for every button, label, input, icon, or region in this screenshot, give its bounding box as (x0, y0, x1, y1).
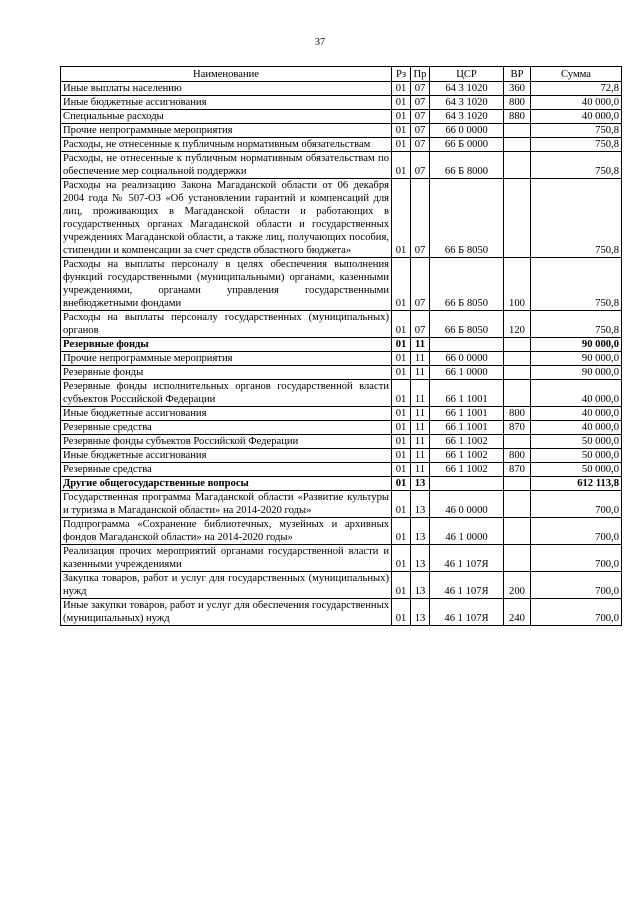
row-name: Резервные фонды исполнительных органов государственной власти субъектов Российской Федерации (61, 380, 392, 407)
row-sum: 750,8 (531, 179, 622, 258)
row-sum: 40 000,0 (531, 421, 622, 435)
row-rz: 01 (392, 572, 411, 599)
row-pr: 07 (411, 124, 430, 138)
header-csr: ЦСР (430, 67, 504, 82)
row-pr: 07 (411, 152, 430, 179)
row-pr: 11 (411, 366, 430, 380)
row-csr: 66 Б 8050 (430, 258, 504, 311)
row-pr: 11 (411, 338, 430, 352)
budget-table (60, 66, 622, 626)
row-rz: 01 (392, 545, 411, 572)
row-sum: 50 000,0 (531, 435, 622, 449)
row-csr: 46 0 0000 (430, 491, 504, 518)
row-sum: 72,8 (531, 82, 622, 96)
table-row (61, 82, 622, 96)
row-pr: 11 (411, 352, 430, 366)
row-name: Другие общегосударственные вопросы (61, 477, 392, 491)
row-rz: 01 (392, 380, 411, 407)
row-csr: 64 3 1020 (430, 110, 504, 124)
row-rz: 01 (392, 449, 411, 463)
table-row (61, 352, 622, 366)
row-vr (504, 366, 531, 380)
row-csr: 64 3 1020 (430, 96, 504, 110)
table-row (61, 545, 622, 572)
row-pr: 07 (411, 258, 430, 311)
row-csr (430, 477, 504, 491)
row-vr: 870 (504, 463, 531, 477)
row-pr: 13 (411, 491, 430, 518)
row-name: Расходы, не отнесенные к публичным нормативным обязательствам по обеспечение мер социальной поддержки (61, 152, 392, 179)
row-csr: 46 1 0000 (430, 518, 504, 545)
row-sum: 700,0 (531, 545, 622, 572)
row-vr: 240 (504, 599, 531, 626)
row-csr: 66 1 0000 (430, 366, 504, 380)
row-sum: 40 000,0 (531, 110, 622, 124)
row-csr: 66 1 1001 (430, 421, 504, 435)
row-rz: 01 (392, 110, 411, 124)
row-csr: 46 1 107Я (430, 545, 504, 572)
row-vr (504, 518, 531, 545)
header-rz: Рз (392, 67, 411, 82)
row-vr (504, 491, 531, 518)
row-sum: 700,0 (531, 491, 622, 518)
row-csr: 66 1 1002 (430, 463, 504, 477)
row-name: Резервные средства (61, 463, 392, 477)
header-vr: ВР (504, 67, 531, 82)
table-header (61, 67, 622, 82)
row-csr: 66 Б 8050 (430, 311, 504, 338)
row-vr: 800 (504, 449, 531, 463)
row-vr: 200 (504, 572, 531, 599)
row-vr (504, 138, 531, 152)
row-sum: 90 000,0 (531, 352, 622, 366)
table-row (61, 311, 622, 338)
row-rz: 01 (392, 491, 411, 518)
row-rz: 01 (392, 124, 411, 138)
row-vr: 870 (504, 421, 531, 435)
row-name: Прочие непрограммные мероприятия (61, 124, 392, 138)
row-vr (504, 152, 531, 179)
row-rz: 01 (392, 366, 411, 380)
table-row (61, 258, 622, 311)
table-row (61, 96, 622, 110)
header-name: Наименование (61, 67, 392, 82)
row-sum: 50 000,0 (531, 449, 622, 463)
row-sum: 612 113,8 (531, 477, 622, 491)
table-row (61, 491, 622, 518)
row-csr: 64 3 1020 (430, 82, 504, 96)
row-sum: 750,8 (531, 311, 622, 338)
row-rz: 01 (392, 463, 411, 477)
row-rz: 01 (392, 407, 411, 421)
row-rz: 01 (392, 421, 411, 435)
row-vr: 800 (504, 96, 531, 110)
row-sum: 750,8 (531, 258, 622, 311)
row-csr: 46 1 107Я (430, 572, 504, 599)
table-row (61, 572, 622, 599)
table-row (61, 477, 622, 491)
row-sum: 750,8 (531, 138, 622, 152)
row-pr: 13 (411, 477, 430, 491)
row-rz: 01 (392, 599, 411, 626)
table-row (61, 380, 622, 407)
table-body (61, 82, 622, 626)
row-pr: 07 (411, 82, 430, 96)
row-sum: 700,0 (531, 599, 622, 626)
row-name: Закупка товаров, работ и услуг для государственных (муниципальных) нужд (61, 572, 392, 599)
row-name: Резервные фонды (61, 366, 392, 380)
row-csr: 66 Б 8000 (430, 152, 504, 179)
row-name: Государственная программа Магаданской области «Развитие культуры и туризма в Магаданской области» на 2014-2020 годы» (61, 491, 392, 518)
row-pr: 07 (411, 138, 430, 152)
table-row (61, 518, 622, 545)
row-name: Расходы, не отнесенные к публичным нормативным обязательствам (61, 138, 392, 152)
row-name: Иные бюджетные ассигнования (61, 96, 392, 110)
table-row (61, 124, 622, 138)
table-row (61, 599, 622, 626)
row-pr: 11 (411, 463, 430, 477)
table-row (61, 138, 622, 152)
row-name: Прочие непрограммные мероприятия (61, 352, 392, 366)
row-name: Иные бюджетные ассигнования (61, 449, 392, 463)
row-vr: 360 (504, 82, 531, 96)
row-rz: 01 (392, 435, 411, 449)
table-row (61, 110, 622, 124)
row-csr: 46 1 107Я (430, 599, 504, 626)
row-sum: 750,8 (531, 124, 622, 138)
row-rz: 01 (392, 477, 411, 491)
row-vr (504, 338, 531, 352)
row-name: Резервные фонды субъектов Российской Федерации (61, 435, 392, 449)
row-sum: 40 000,0 (531, 380, 622, 407)
row-csr: 66 1 1002 (430, 449, 504, 463)
row-rz: 01 (392, 338, 411, 352)
row-pr: 11 (411, 435, 430, 449)
row-csr: 66 0 0000 (430, 124, 504, 138)
row-rz: 01 (392, 518, 411, 545)
row-name: Реализация прочих мероприятий органами государственной власти и казенными учреждениями (61, 545, 392, 572)
row-csr: 66 1 1001 (430, 407, 504, 421)
row-csr: 66 1 1002 (430, 435, 504, 449)
row-sum: 50 000,0 (531, 463, 622, 477)
row-pr: 07 (411, 96, 430, 110)
header-sum: Сумма (531, 67, 622, 82)
row-rz: 01 (392, 179, 411, 258)
row-vr (504, 179, 531, 258)
row-pr: 11 (411, 380, 430, 407)
row-csr: 66 1 1001 (430, 380, 504, 407)
table-row (61, 407, 622, 421)
row-rz: 01 (392, 82, 411, 96)
row-vr (504, 477, 531, 491)
row-pr: 13 (411, 518, 430, 545)
row-name: Специальные расходы (61, 110, 392, 124)
row-rz: 01 (392, 138, 411, 152)
row-vr (504, 352, 531, 366)
row-pr: 11 (411, 421, 430, 435)
row-vr (504, 380, 531, 407)
row-name: Иные бюджетные ассигнования (61, 407, 392, 421)
row-csr: 66 0 0000 (430, 352, 504, 366)
row-csr: 66 Б 0000 (430, 138, 504, 152)
row-rz: 01 (392, 311, 411, 338)
row-vr: 880 (504, 110, 531, 124)
row-csr (430, 338, 504, 352)
row-rz: 01 (392, 352, 411, 366)
row-sum: 40 000,0 (531, 407, 622, 421)
row-pr: 07 (411, 311, 430, 338)
row-pr: 13 (411, 545, 430, 572)
page-number: 37 (315, 37, 325, 48)
row-pr: 11 (411, 449, 430, 463)
header-row (61, 67, 622, 82)
row-vr (504, 435, 531, 449)
row-pr: 13 (411, 572, 430, 599)
row-name: Иные выплаты населению (61, 82, 392, 96)
row-vr: 800 (504, 407, 531, 421)
table-row (61, 366, 622, 380)
table-row (61, 435, 622, 449)
row-vr (504, 545, 531, 572)
row-name: Расходы на реализацию Закона Магаданской области от 06 декабря 2004 года № 507-ОЗ «Об установлении гарантий и компенсаций для лиц, проживающих в Магаданской области и работающих в государственных органах Магаданской области и государственных учреждениях Магаданской области, а также лиц, получающих пособия, стипендии и компенсации за счет средств областного бюджета» (61, 179, 392, 258)
header-pr: Пр (411, 67, 430, 82)
table-row (61, 463, 622, 477)
row-name: Резервные фонды (61, 338, 392, 352)
row-pr: 11 (411, 407, 430, 421)
row-sum: 90 000,0 (531, 366, 622, 380)
row-sum: 700,0 (531, 572, 622, 599)
row-rz: 01 (392, 96, 411, 110)
row-vr: 120 (504, 311, 531, 338)
row-sum: 90 000,0 (531, 338, 622, 352)
row-name: Расходы на выплаты персоналу в целях обеспечения выполнения функций государственными (муниципальными) органами, казенными учреждениями, органами управления государственными внебюджетными фондами (61, 258, 392, 311)
row-pr: 07 (411, 179, 430, 258)
table-row (61, 421, 622, 435)
row-pr: 13 (411, 599, 430, 626)
row-csr: 66 Б 8050 (430, 179, 504, 258)
row-sum: 700,0 (531, 518, 622, 545)
row-pr: 07 (411, 110, 430, 124)
row-sum: 40 000,0 (531, 96, 622, 110)
table-row (61, 338, 622, 352)
row-vr (504, 124, 531, 138)
row-rz: 01 (392, 152, 411, 179)
row-name: Расходы на выплаты персоналу государственных (муниципальных) органов (61, 311, 392, 338)
row-name: Иные закупки товаров, работ и услуг для обеспечения государственных (муниципальных) нужд (61, 599, 392, 626)
row-rz: 01 (392, 258, 411, 311)
table-row (61, 179, 622, 258)
row-vr: 100 (504, 258, 531, 311)
table-row (61, 152, 622, 179)
table-row (61, 449, 622, 463)
row-name: Резервные средства (61, 421, 392, 435)
row-name: Подпрограмма «Сохранение библиотечных, музейных и архивных фондов Магаданской области» на 2014-2020 годы» (61, 518, 392, 545)
row-sum: 750,8 (531, 152, 622, 179)
